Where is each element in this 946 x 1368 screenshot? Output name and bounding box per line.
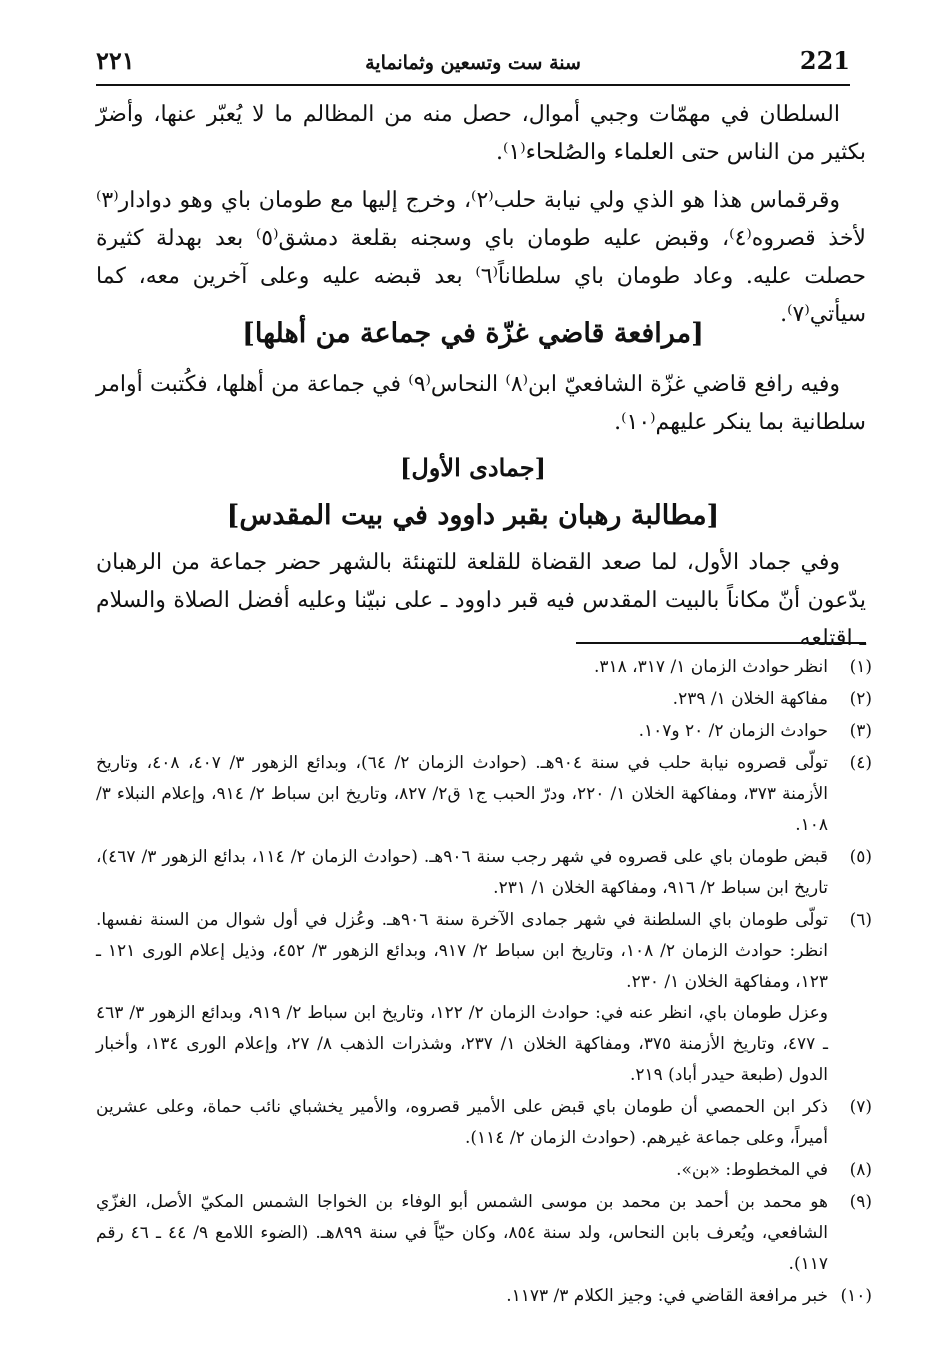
footnote — [96, 1155, 872, 1186]
footnote — [96, 716, 872, 747]
footnote-text: هو محمد بن أحمد بن محمد بن موسى الشمس أبو الوفاء بن الخواجا الشمس المكيّ الأصل، الغزّي الشافعي، ويُعرف بابن النحاس، ولد سنة ٨٥٤، وكان حيّاً في سنة ٨٩٩هـ. (الضوء اللامع ٩/ ٤٤ ـ ٤٦ رقم ١١٧). — [96, 1192, 828, 1274]
footnote-text: مفاكهة الخلان ١/ ٢٣٩. — [672, 689, 828, 709]
footnote-number: (٩) — [849, 1192, 872, 1212]
heading-monks: [مطالبة رهبان بقبر داوود في بيت المقدس] — [226, 500, 720, 531]
footnote — [96, 1092, 872, 1154]
footnotes-list — [96, 652, 872, 1313]
footnote-text: تولّى طومان باي السلطنة في شهر جمادى الآخرة سنة ٩٠٦هـ. وعُزل في أول شوال من السنة نفسها. انظر: حوادث الزمان ٢/ ١٠٨، وتاريخ ابن سباط ٢/ ٩١٧، وبدائع الزهور ٣/ ٤٥٢، وذيل إعلام الورى ١٢١ ـ ١٢٣، ومفاكهة الخلان ١/ ٢٣٠. — [96, 910, 828, 992]
footnote-number: (١) — [849, 657, 872, 677]
footnote — [96, 905, 872, 1091]
footnote-text: حوادث الزمان ٢/ ٢٠ و١٠٧. — [638, 721, 828, 741]
footnote — [96, 1187, 872, 1280]
footnote-text: في المخطوط: «بن». — [676, 1160, 828, 1180]
footnote — [96, 1281, 872, 1312]
heading-month: [جمادى الأول] — [400, 453, 546, 482]
footnote-number: (٢) — [849, 689, 872, 709]
footnote-separator — [576, 642, 866, 644]
running-title: سنة ست وتسعين وثمانماية — [365, 52, 581, 74]
footnote-number: (٤) — [849, 753, 872, 773]
paragraph-qurqumas: وقرقماس هذا هو الذي ولي نيابة حلب⁽٢⁾، وخرج إليها مع طومان باي وهو دوادار⁽٣⁾ لأخذ قصروه⁽٤⁾، وقبض عليه طومان باي وسجنه بقلعة دمشق⁽٥⁾ بعد بهدلة كثيرة حصلت عليه. وعاد طومان باي سلطاناً⁽٦⁾ بعد قبضه عليه وعلى آخرين معه، كما سيأتي⁽٧⁾. — [96, 188, 866, 327]
footnote-number: (٥) — [849, 847, 872, 867]
footnote-text: تولّى قصروه نيابة حلب في سنة ٩٠٤هـ. (حوادث الزمان ٢/ ٦٤)، وبدائع الزهور ٣/ ٤٠٧، ٤٠٨، وتاريخ الأزمنة ٣٧٣، ومفاكهة الخلان ١/ ٢٢٠، ودرّ الحبب ج١ ق٢/ ٨٢٧، وتاريخ ابن سباط ٢/ ٩١٤، وإعلام النبلاء ٣/ ١٠٨. — [96, 753, 829, 835]
paragraph-monks: وفي جماد الأول، لما صعد القضاة للقلعة للتهنئة بالشهر حضر جماعة من الرهبان يدّعون أنّ مكاناً بالبيت المقدس فيه قبر داوود ـ على نبيّنا وعليه أفضل الصلاة والسلام ـ اقتلعه — [96, 550, 866, 651]
footnote-text: انظر حوادث الزمان ١/ ٣١٧، ٣١٨. — [593, 657, 828, 677]
footnote-text: ذكر ابن الحمصي أن طومان باي قبض على الأمير قصروه، والأمير يخشباي نائب حماة، وعلى عشرين أميراً، وعلى جماعة غيرهم. (حوادث الزمان ٢/ ١١٤). — [96, 1097, 828, 1148]
heading-gaza-judge: [مرافعة قاضي غزّة في جماعة من أهلها] — [242, 318, 704, 349]
footnote-text: قبض طومان باي على قصروه في شهر رجب سنة ٩٠٦هـ. (حوادث الزمان ٢/ ١١٤، بدائع الزهور ٣/ ٤٦٧)، تاريخ ابن سباط ٢/ ٩١٦، ومفاكهة الخلان ١/ ٢٣١. — [96, 847, 828, 898]
footnote-number: (٣) — [849, 721, 872, 741]
page-number-arabic: ٢٢١ — [96, 46, 135, 75]
footnote-text: وعزل طومان باي، انظر عنه في: حوادث الزمان ٢/ ١٢٢، وتاريخ ابن سباط ٢/ ٩١٩، وبدائع الزهور ٣/ ٤٦٣ ـ ٤٧٧، وتاريخ الأزمنة ٣٧٥، ومفاكهة الخلان ١/ ٢٣٧، وشذرات الذهب ٨/ ٢٧، وإعلام الورى ١٣٤، وأخبار الدول (طبعة حيدر أباد) ٢١٩. — [96, 1003, 828, 1085]
footnote-number: (٨) — [849, 1160, 872, 1180]
footnote — [96, 652, 872, 683]
page-header — [96, 40, 850, 86]
paragraph-tyranny: السلطان في مهمّات وجبي أموال، حصل منه من المظالم ما لا يُعبّر عنها، وأضرّ بكثير من الناس حتى العلماء والصُلحاء⁽١⁾. — [96, 102, 866, 165]
footnote — [96, 684, 872, 715]
footnote — [96, 748, 872, 841]
page-number-latin: 221 — [799, 46, 850, 75]
footnote — [96, 842, 872, 904]
footnote-text: خبر مرافعة القاضي في: وجيز الكلام ٣/ ١١٧٣. — [506, 1286, 828, 1306]
footnote-number: (٦) — [849, 910, 872, 930]
footnote-number: (١٠) — [840, 1286, 872, 1306]
paragraph-gaza-judge: وفيه رافع قاضي غزّة الشافعيّ ابن⁽٨⁾ النحاس⁽٩⁾ في جماعة من أهلها، فكُتبت أوامر سلطانية بما ينكر عليهم⁽١٠⁾. — [96, 372, 866, 435]
footnote-number: (٧) — [849, 1097, 872, 1117]
